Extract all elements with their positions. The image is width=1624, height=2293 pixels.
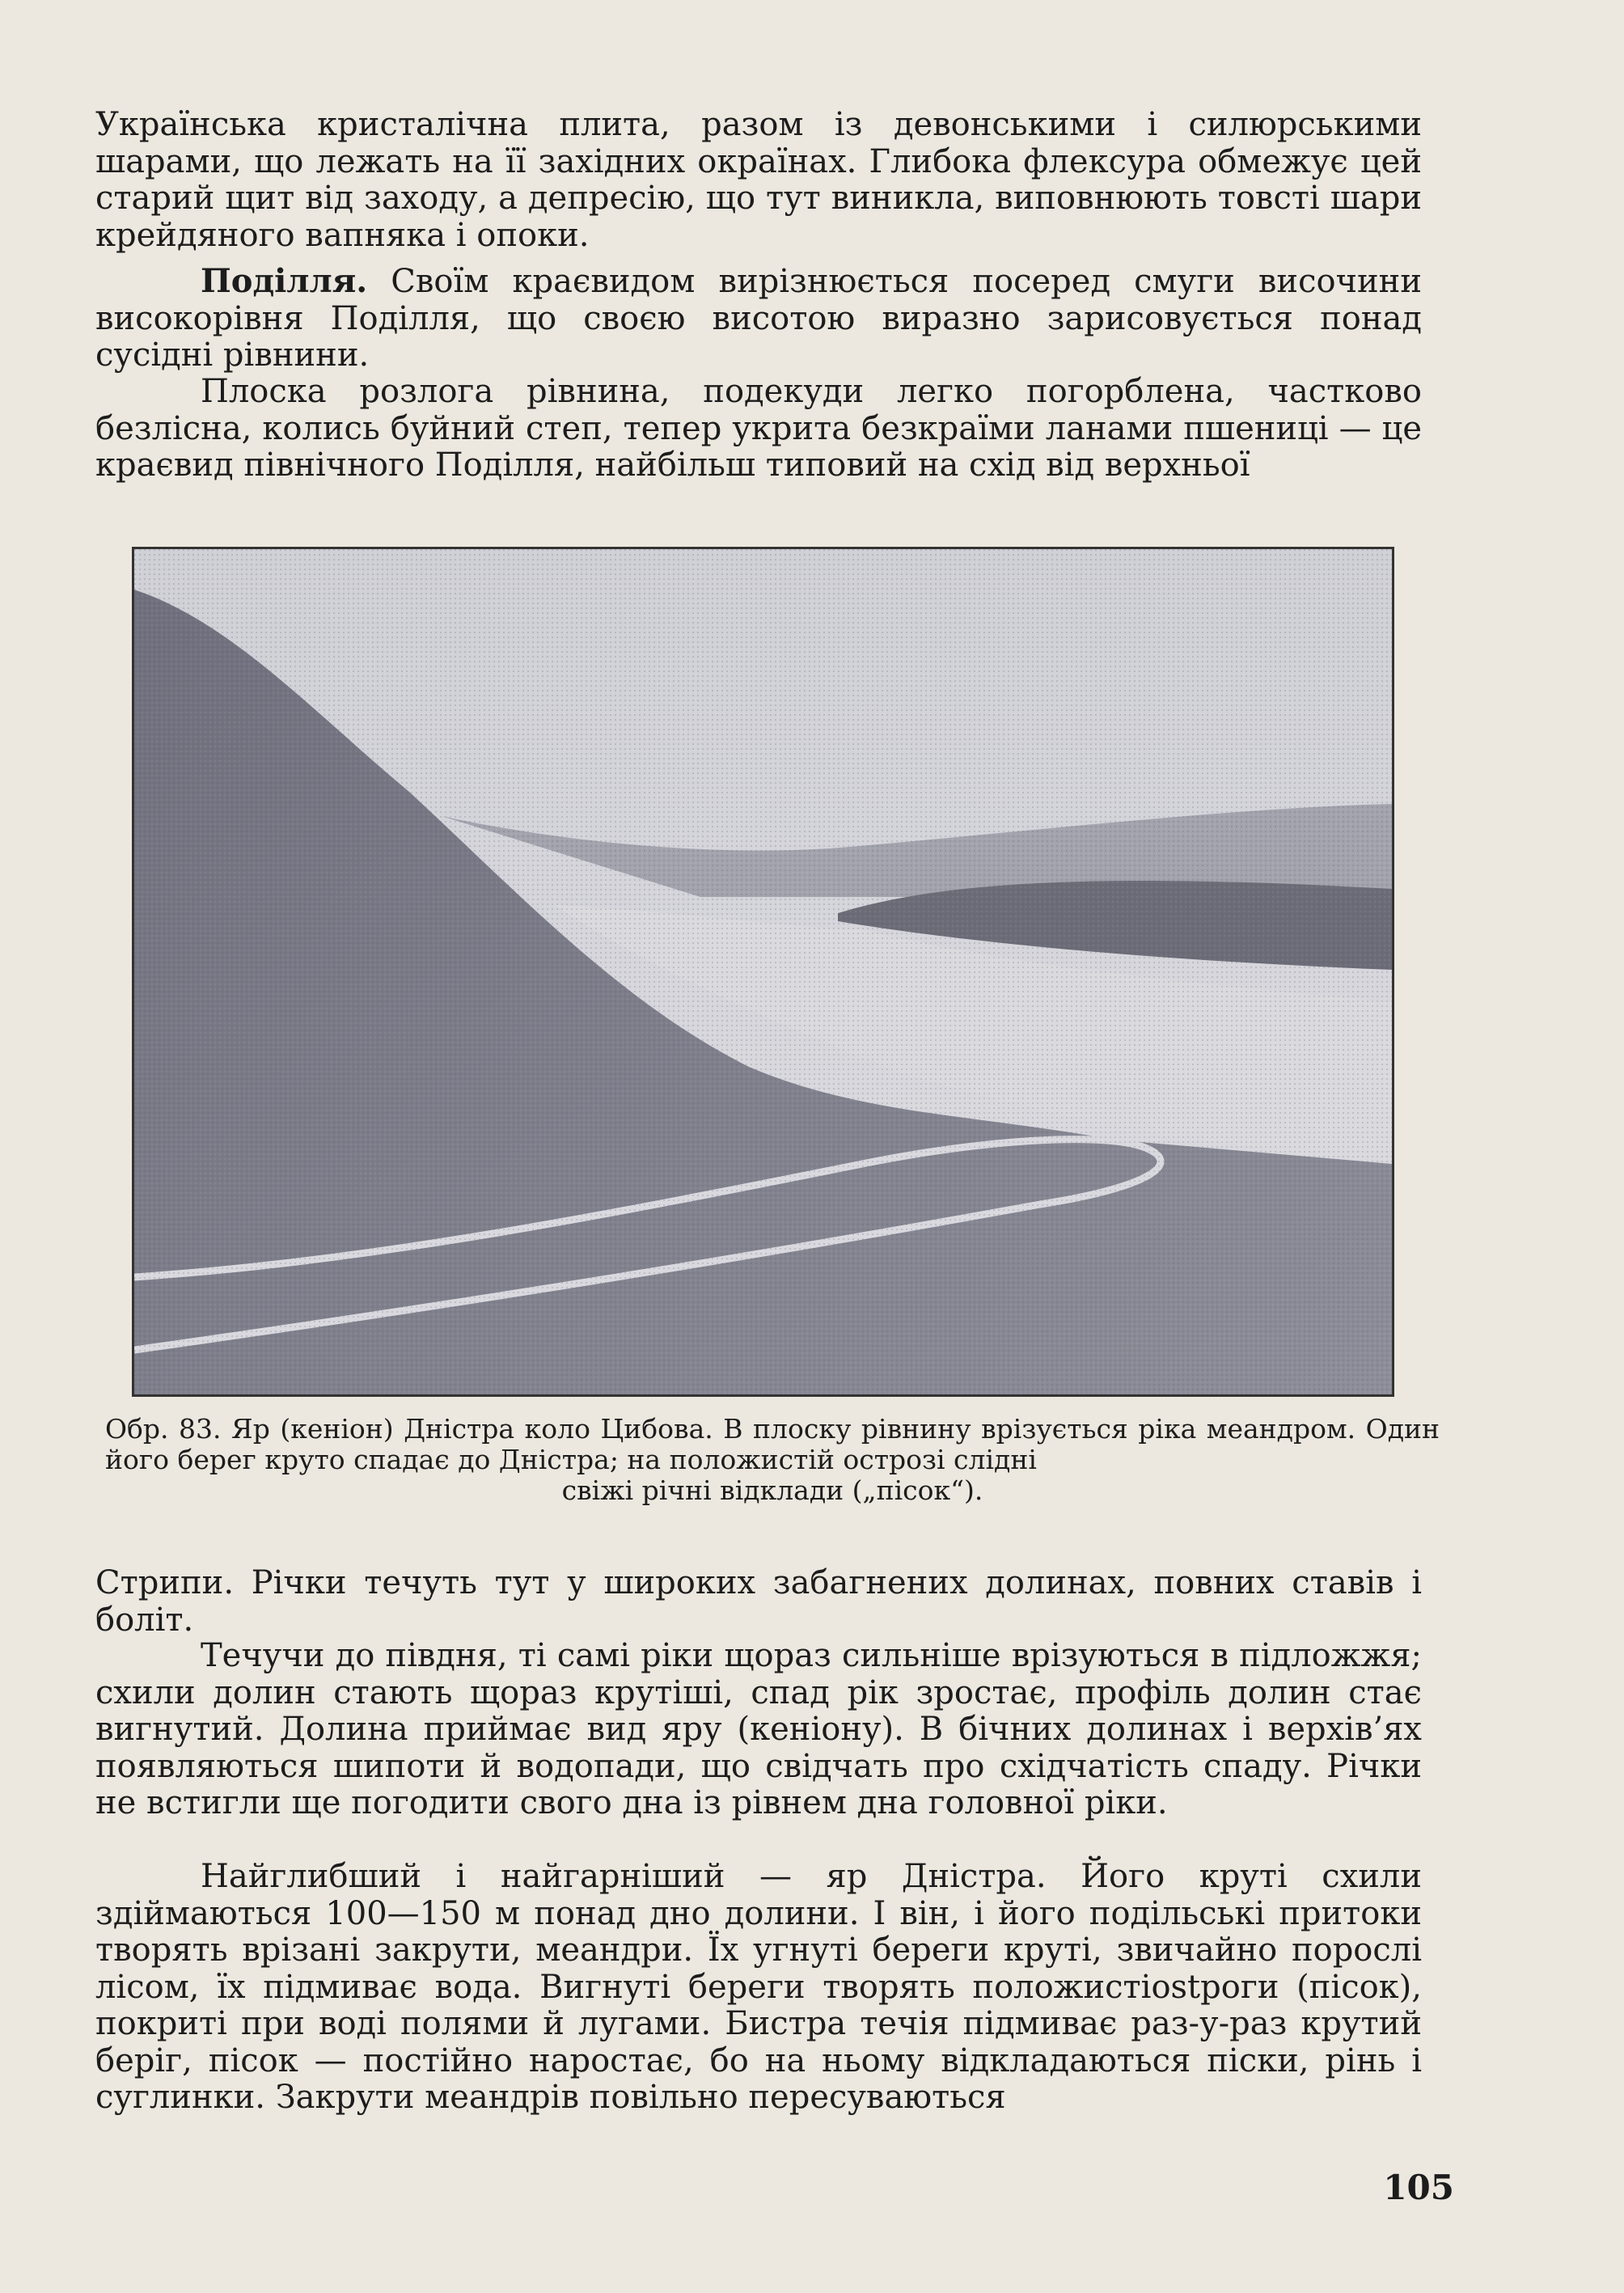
caption-last-line: свіжі річні відклади („пісок“). xyxy=(561,1474,983,1506)
photo-illustration xyxy=(134,549,1392,1394)
page-number: 105 xyxy=(1383,2168,1454,2207)
figure-caption xyxy=(105,1414,1440,1506)
photo-grain xyxy=(134,549,1392,1394)
paragraph-podillia xyxy=(95,263,1422,374)
paragraph-dniester-canyon: Найглибший і найгарніший — яр Дністра. Його круті схили здіймаються 100—150 м понад дно долини. І він, і його подільські притоки творять врізані закрути, меандри. Їх угнуті береги круті, звичайно порослі лісом, їх підмиває вода. Вигнуті береги творять положистіostроги (пісок), покриті при воді полями й лугами. Бистра течія підмиває раз-у-раз крутий беріг, пісок — постійно наростає, бо на ньому відкладаються піски, рінь і суглинки. Закрути меандрів повільно пересуваються xyxy=(95,1858,1422,2116)
podillia-text: Своїм краєвидом вирізнюється посеред смуги височини високорівня Поділля, що своєю висотою виразно зарисовується понад сусідні рівнини. xyxy=(95,263,1422,374)
dniester-canyon-photo xyxy=(132,547,1394,1397)
paragraph-top: Українська кристалічна плита, разом із девонськими і силюрськими шарами, що лежать на її західних окраїнах. Глибока флексура обмежує цей старий щит від заходу, а депресію, що тут виникла, виповнюють товсті шари крейдяного вапняка і опоки. xyxy=(95,106,1422,254)
podillia-heading: Поділля. xyxy=(201,262,368,300)
paragraph-plain-steppe: Плоска розлога рівнина, подекуди легко погорблена, частково безлісна, колись буйний степ, тепер укрита безкраїми ланами пшениці — це краєвид північного Поділля, найбільш типовий на схід від верхньої xyxy=(95,373,1422,484)
caption-main: Обр. 83. Яр (кеніон) Дністра коло Цибова. В плоску рівнину врізується ріка меандром. Один його берег круто спадає до Дністра; на положистій острозі слідні xyxy=(105,1413,1440,1475)
paragraph-stripy: Стрипи. Річки течуть тут у широких забагнених долинах, повних ставів і боліт. xyxy=(95,1564,1422,1639)
paragraph-rivers-south: Течучи до півдня, ті самі ріки щораз сильніше врізуються в підложжя; схили долин стають щораз крутіші, спад рік зростає, профіль долин стає вигнутий. Долина приймає вид яру (кеніону). В бічних долинах і верхів’ях появляються шипоти й водопади, що свідчать про східчатість спаду. Річки не встигли ще погодити свого дна із рівнем дна головної ріки. xyxy=(95,1637,1422,1821)
